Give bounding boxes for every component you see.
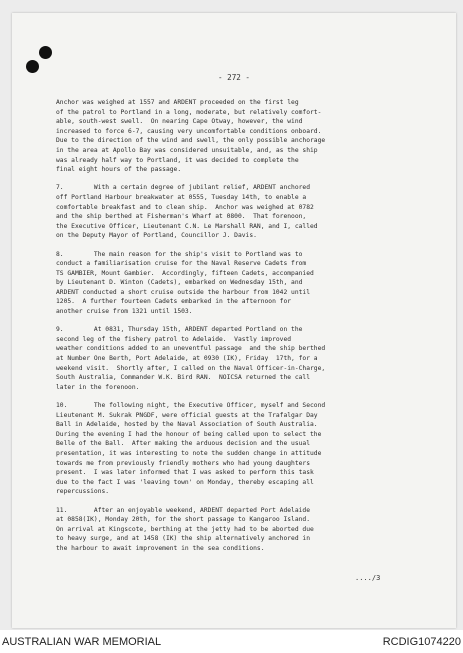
text-line: in the area at Apollo Bay was considered unsuitable, and, as the ship: [56, 146, 318, 154]
archive-name: AUSTRALIAN WAR MEMORIAL: [2, 635, 162, 648]
text-line: Ball in Adelaide, hosted by the Naval Association of South Australia.: [56, 421, 318, 429]
text-line: the Executive Officer, Lieutenant C.N. Le Marshall RAN, and I, called: [56, 222, 318, 230]
text-line: 1205. A further fourteen Cadets embarked in the afternoon for: [56, 298, 292, 306]
text-line: 9. At 0831, Thursday 15th, ARDENT departed Portland on the: [56, 326, 303, 334]
text-line: ARDENT conducted a short cruise outside the harbour from 1042 until: [56, 288, 311, 296]
text-line: Belle of the Ball. After making the arduous decision and the usual: [56, 440, 311, 448]
text-line: due to the fact I was 'leaving town' on Monday, thereby escaping all: [56, 478, 314, 486]
text-line: off Portland Harbour breakwater at 0555, Tuesday 14th, to enable a: [56, 193, 307, 201]
text-line: of the patrol to Portland in a long, moderate, but relatively comfort-: [56, 108, 322, 116]
text-line: present. I was later informed that I was asked to perform this task: [56, 469, 314, 477]
text-line: Due to the direction of the wind and swell, the only possible anchorage: [56, 137, 326, 145]
page-number: - 272 -: [217, 73, 250, 82]
text-line: Anchor was weighed at 1557 and ARDENT proceeded on the first leg: [56, 99, 299, 106]
archive-footer: [0, 630, 463, 653]
paragraph-9: [56, 325, 436, 392]
text-line: weekend visit. Shortly after, I called on the Naval Officer-in-Charge,: [56, 364, 326, 372]
text-line: increased to force 6-7, causing very uncomfortable conditions onboard.: [56, 127, 322, 135]
paragraph-6-continued: [56, 98, 436, 175]
text-line: on the Deputy Mayor of Portland, Councillor J. Davis.: [56, 232, 257, 240]
text-line: repercussions.: [56, 488, 110, 496]
text-line: at Number One Berth, Port Adelaide, at 0930 (IK), Friday 17th, for a: [56, 355, 318, 363]
text-line: During the evening I had the honour of being called upon to select the: [56, 430, 322, 438]
text-line: another cruise from 1321 until 1503.: [56, 308, 193, 316]
punch-hole-bottom: [26, 60, 39, 73]
paragraph-8: [56, 250, 436, 317]
text-line: presentation, it was interesting to note the sudden change in attitude: [56, 449, 322, 457]
paragraph-11: [56, 506, 436, 554]
text-line: and the ship berthed at Fisherman's Wharf at 0800. That forenoon,: [56, 213, 307, 221]
text-line: the harbour to await improvement in the sea conditions.: [56, 544, 265, 552]
text-line: conduct a familiarisation cruise for the Naval Reserve Cadets from: [56, 260, 307, 268]
text-line: comfortable breakfast and to clean ship. Anchor was weighed at 0782: [56, 203, 314, 211]
text-line: South Australia, Commander W.K. Bird RAN. NOICSA returned the call: [56, 374, 311, 382]
text-line: On arrival at Kingscote, berthing at the jetty had to be aborted due: [56, 525, 314, 533]
punch-hole-top: [39, 46, 52, 59]
document-body: [56, 98, 436, 562]
text-line: 8. The main reason for the ship's visit to Portland was to: [56, 250, 303, 258]
text-line: second leg of the fishery patrol to Adelaide. Vastly improved: [56, 335, 292, 343]
paragraph-7: [56, 183, 436, 241]
document-page: [12, 13, 456, 628]
text-line: Lieutenant M. Sukrak PNGDF, were official guests at the Trafalgar Day: [56, 411, 318, 419]
text-line: was already half way to Portland, it was decided to complete the: [56, 156, 299, 164]
text-line: TS GAMBIER, Mount Gambier. Accordingly, fifteen Cadets, accompanied: [56, 269, 314, 277]
text-line: towards me from previously friendly mothers who had young daughters: [56, 459, 311, 467]
continuation-marker: ..../3: [355, 574, 381, 582]
paragraph-10: [56, 401, 436, 497]
text-line: 7. With a certain degree of jubilant relief, ARDENT anchored: [56, 184, 311, 192]
text-line: at 0858(IK), Monday 20th, for the short passage to Kangaroo Island.: [56, 516, 311, 524]
text-line: later in the forenoon.: [56, 383, 140, 391]
text-line: by Lieutenant D. Winton (Cadets), embarked on Wednesday 15th, and: [56, 279, 303, 287]
record-id: RCDIG1074220: [382, 635, 461, 648]
text-line: final eight hours of the passage.: [56, 166, 182, 174]
text-line: 10. The following night, the Executive Officer, myself and Second: [56, 402, 326, 409]
text-line: to heavy surge, and at 1458 (IK) the ship alternatively anchored in: [56, 535, 311, 543]
text-line: able, south-west swell. On nearing Cape Otway, however, the wind: [56, 118, 303, 126]
text-line: weather conditions added to an uneventful passage and the ship berthed: [56, 345, 326, 353]
text-line: 11. After an enjoyable weekend, ARDENT departed Port Adelaide: [56, 506, 311, 514]
